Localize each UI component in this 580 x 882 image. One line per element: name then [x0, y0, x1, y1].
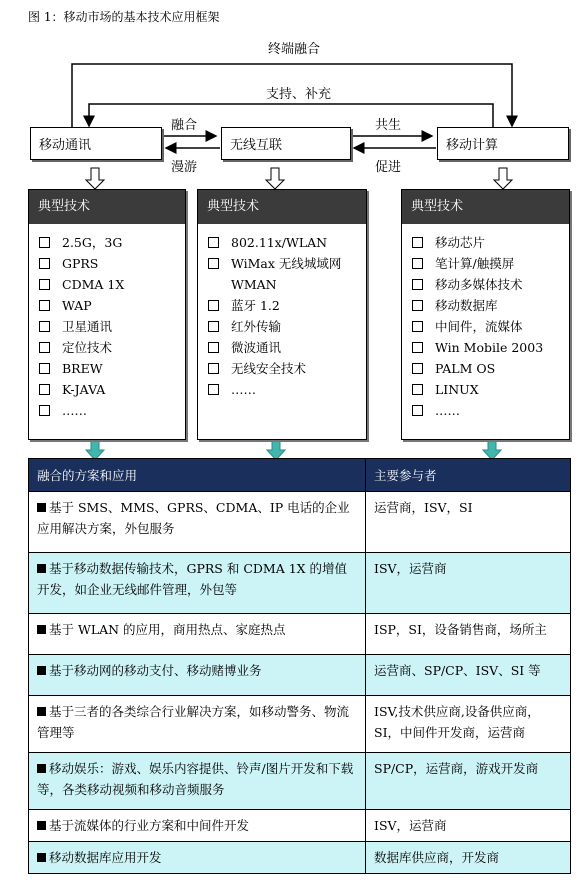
list-item: 红外传输 — [208, 316, 366, 337]
solution-cell: 基于流媒体的行业方案和中间件开发 — [29, 810, 366, 842]
square-bullet-icon — [37, 821, 46, 830]
label-roam: 漫游 — [171, 160, 198, 175]
checkbox-icon — [412, 237, 423, 248]
list-item: …… — [412, 400, 569, 421]
checkbox-icon — [39, 363, 50, 374]
list-item: K-JAVA — [39, 379, 185, 400]
tech-list — [29, 224, 185, 421]
panel-header: 典型技术 — [198, 190, 366, 224]
checkbox-icon — [208, 300, 219, 311]
label-terminal-fusion: 终端融合 — [268, 42, 321, 57]
square-bullet-icon — [37, 764, 46, 773]
square-bullet-icon — [37, 564, 46, 573]
table-row — [29, 753, 571, 810]
square-bullet-icon — [37, 666, 46, 675]
solutions-table — [28, 458, 571, 874]
list-item: WMAN — [231, 277, 277, 292]
checkbox-icon — [208, 384, 219, 395]
panel-wireless-tech — [197, 189, 367, 440]
checkbox-icon — [208, 237, 219, 248]
checkbox-icon — [412, 258, 423, 269]
list-item: 微波通讯 — [208, 337, 366, 358]
node-wireless: 无线互联 — [221, 127, 351, 160]
label-promote: 促进 — [375, 160, 402, 175]
teal-arrow-2 — [267, 440, 285, 460]
solution-cell: 移动数据库应用开发 — [29, 842, 366, 874]
participants-cell: ISP，SI，设备销售商，场所主 — [366, 614, 571, 655]
down-arrow-1 — [86, 168, 104, 189]
participants-cell: ISV,技术供应商,设备供应商，SI，中间件开发商，运营商 — [366, 696, 571, 753]
header-solutions: 融合的方案和应用 — [29, 459, 366, 492]
tech-list — [198, 224, 366, 400]
list-item: 移动芯片 — [412, 232, 569, 253]
list-item: GPRS — [39, 253, 185, 274]
square-bullet-icon — [37, 853, 46, 862]
checkbox-icon — [39, 279, 50, 290]
checkbox-icon — [412, 384, 423, 395]
table-row — [29, 553, 571, 614]
participants-cell: 运营商、SP/CP、ISV、SI 等 — [366, 655, 571, 696]
square-bullet-icon — [37, 625, 46, 634]
list-item: CDMA 1X — [39, 274, 185, 295]
list-item: 无线安全技术 — [208, 358, 366, 379]
checkbox-icon — [39, 405, 50, 416]
panel-mobile-comm-tech — [28, 189, 186, 440]
panel-header: 典型技术 — [402, 190, 569, 224]
checkbox-icon — [39, 300, 50, 311]
square-bullet-icon — [37, 707, 46, 716]
table-header-row — [29, 459, 571, 492]
checkbox-icon — [39, 342, 50, 353]
table-row — [29, 810, 571, 842]
solution-cell: 基于移动网的移动支付、移动赌博业务 — [29, 655, 366, 696]
checkbox-icon — [208, 342, 219, 353]
checkbox-icon — [208, 321, 219, 332]
list-item: Win Mobile 2003 — [412, 337, 569, 358]
tech-list — [402, 224, 569, 421]
node-mobile-compute: 移动计算 — [437, 127, 569, 160]
participants-cell: ISV，运营商 — [366, 553, 571, 614]
teal-arrow-1 — [86, 440, 104, 460]
panel-header: 典型技术 — [29, 190, 185, 224]
list-item: …… — [39, 400, 185, 421]
list-item: 802.11x/WLAN — [208, 232, 366, 253]
solution-cell: 基于移动数据传输技术，GPRS 和 CDMA 1X 的增值开发，如企业无线邮件管理，外包等 — [29, 553, 366, 614]
label-coexist: 共生 — [375, 118, 402, 133]
checkbox-icon — [412, 321, 423, 332]
checkbox-icon — [208, 363, 219, 374]
list-item: 2.5G，3G — [39, 232, 185, 253]
list-item: WiMax 无线城域网 — [208, 253, 366, 274]
figure-caption: 图 1：移动市场的基本技术应用框架 — [28, 10, 220, 24]
list-item: WAP — [39, 295, 185, 316]
node-mobile-comm: 移动通讯 — [30, 127, 162, 160]
table-row — [29, 492, 571, 553]
checkbox-icon — [412, 363, 423, 374]
header-participants: 主要参与者 — [366, 459, 571, 492]
list-item: BREW — [39, 358, 185, 379]
list-item: 定位技术 — [39, 337, 185, 358]
square-bullet-icon — [37, 503, 46, 512]
table-row — [29, 655, 571, 696]
checkbox-icon — [39, 321, 50, 332]
participants-cell: 数据库供应商，开发商 — [366, 842, 571, 874]
list-item: 蓝牙 1.2 — [208, 295, 366, 316]
list-item: …… — [208, 379, 366, 400]
checkbox-icon — [208, 258, 219, 269]
support-arrow — [89, 104, 493, 128]
table-row — [29, 696, 571, 753]
table-row — [29, 842, 571, 874]
down-arrow-3 — [494, 168, 512, 189]
checkbox-icon — [412, 279, 423, 290]
teal-arrow-3 — [483, 440, 501, 460]
list-item: PALM OS — [412, 358, 569, 379]
list-item: 移动多媒体技术 — [412, 274, 569, 295]
solution-cell: 基于三者的各类综合行业解决方案，如移动警务、物流管理等 — [29, 696, 366, 753]
list-item: 移动数据库 — [412, 295, 569, 316]
list-item: 中间件，流媒体 — [412, 316, 569, 337]
checkbox-icon — [412, 405, 423, 416]
checkbox-icon — [412, 342, 423, 353]
checkbox-icon — [412, 300, 423, 311]
panel-mobile-compute-tech — [401, 189, 570, 440]
label-merge: 融合 — [171, 118, 198, 133]
participants-cell: 运营商，ISV，SI — [366, 492, 571, 553]
label-support: 支持、补充 — [266, 87, 332, 102]
solution-cell: 基于 WLAN 的应用，商用热点、家庭热点 — [29, 614, 366, 655]
table-row — [29, 614, 571, 655]
checkbox-icon — [39, 258, 50, 269]
solution-cell: 移动娱乐：游戏、娱乐内容提供、铃声/图片开发和下载等，各类移动视频和移动音频服务 — [29, 753, 366, 810]
solution-cell: 基于 SMS、MMS、GPRS、CDMA、IP 电话的企业应用解决方案，外包服务 — [29, 492, 366, 553]
participants-cell: ISV，运营商 — [366, 810, 571, 842]
list-item: 笔计算/触摸屏 — [412, 253, 569, 274]
checkbox-icon — [39, 384, 50, 395]
participants-cell: SP/CP，运营商，游戏开发商 — [366, 753, 571, 810]
checkbox-icon — [39, 237, 50, 248]
list-item: LINUX — [412, 379, 569, 400]
list-item: 卫星通讯 — [39, 316, 185, 337]
down-arrow-2 — [266, 168, 284, 189]
